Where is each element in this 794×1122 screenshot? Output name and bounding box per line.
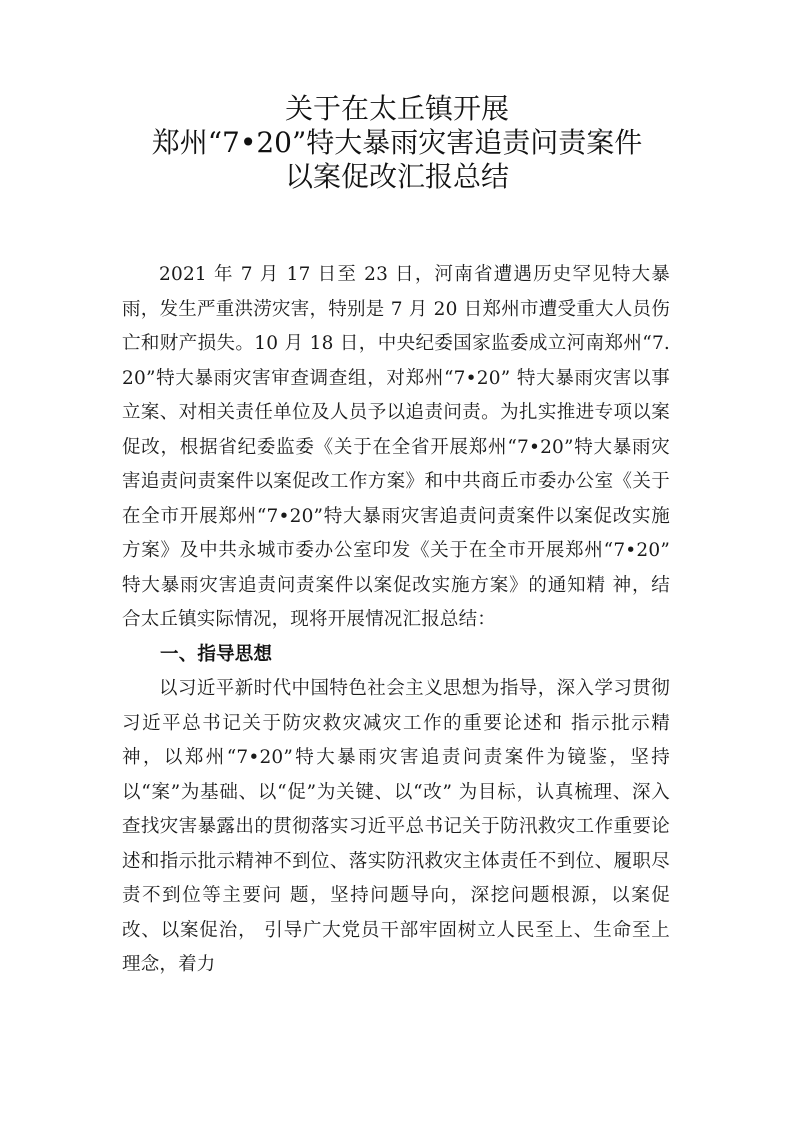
title-line-2: 郑州“7•20”特大暴雨灾害追责问责案件: [151, 126, 643, 159]
section-heading: 一、指导思想: [160, 643, 273, 665]
document-title: [0, 92, 794, 194]
section-paragraph: 以习近平新时代中国特色社会主义思想为指导，深入学习贯彻习近平总书记关于防灾救灾减灾工作的重要论述和 指示批示精神，以郑州“7•20”特大暴雨灾害追责问责案件为镜鉴，坚持以“案”为基础、以“促”为关键、以“改” 为目标，认真梳理、深入查找灾害暴露出的贯彻落实习近平总书记关于防汛救灾工作重要论述和指示批示精神不到位、落实防汛救灾主体责任不到位、履职尽责不到位等主要问 题，坚持问题导向，深挖问题根源，以案促改、以案促治， 引导广大党员干部牢固树立人民至上、生命至上理念，着力: [122, 678, 670, 975]
document-body: [122, 258, 670, 983]
intro-paragraph: 2021 年 7 月 17 日至 23 日，河南省遭遇历史罕见特大暴雨，发生严重洪涝灾害，特别是 7 月 20 日郑州市遭受重大人员伤亡和财产损失。10 月 18 日，中央纪委国家监委成立河南郑州“7.20”特大暴雨灾害审查调查组，对郑州“7•20” 特大暴雨灾害以事立案、对相关责任单位及人员予以追责问责。为扎实推进专项以案促改，根据省纪委监委《关于在全省开展郑州“7•20”特大暴雨灾害追责问责案件以案促改工作方案》和中共商丘市委办公室《关于在全市开展郑州“7•20”特大暴雨灾害追责问责案件以案促改实施方案》及中共永城市委办公室印发《关于在全市开展郑州“7•20” 特大暴雨灾害追责问责案件以案促改实施方案》的通知精 神，结合太丘镇实际情况，现将开展情况汇报总结：: [122, 264, 670, 630]
title-line-1: 关于在太丘镇开展: [284, 92, 509, 125]
title-line-3: 以案促改汇报总结: [284, 160, 509, 193]
